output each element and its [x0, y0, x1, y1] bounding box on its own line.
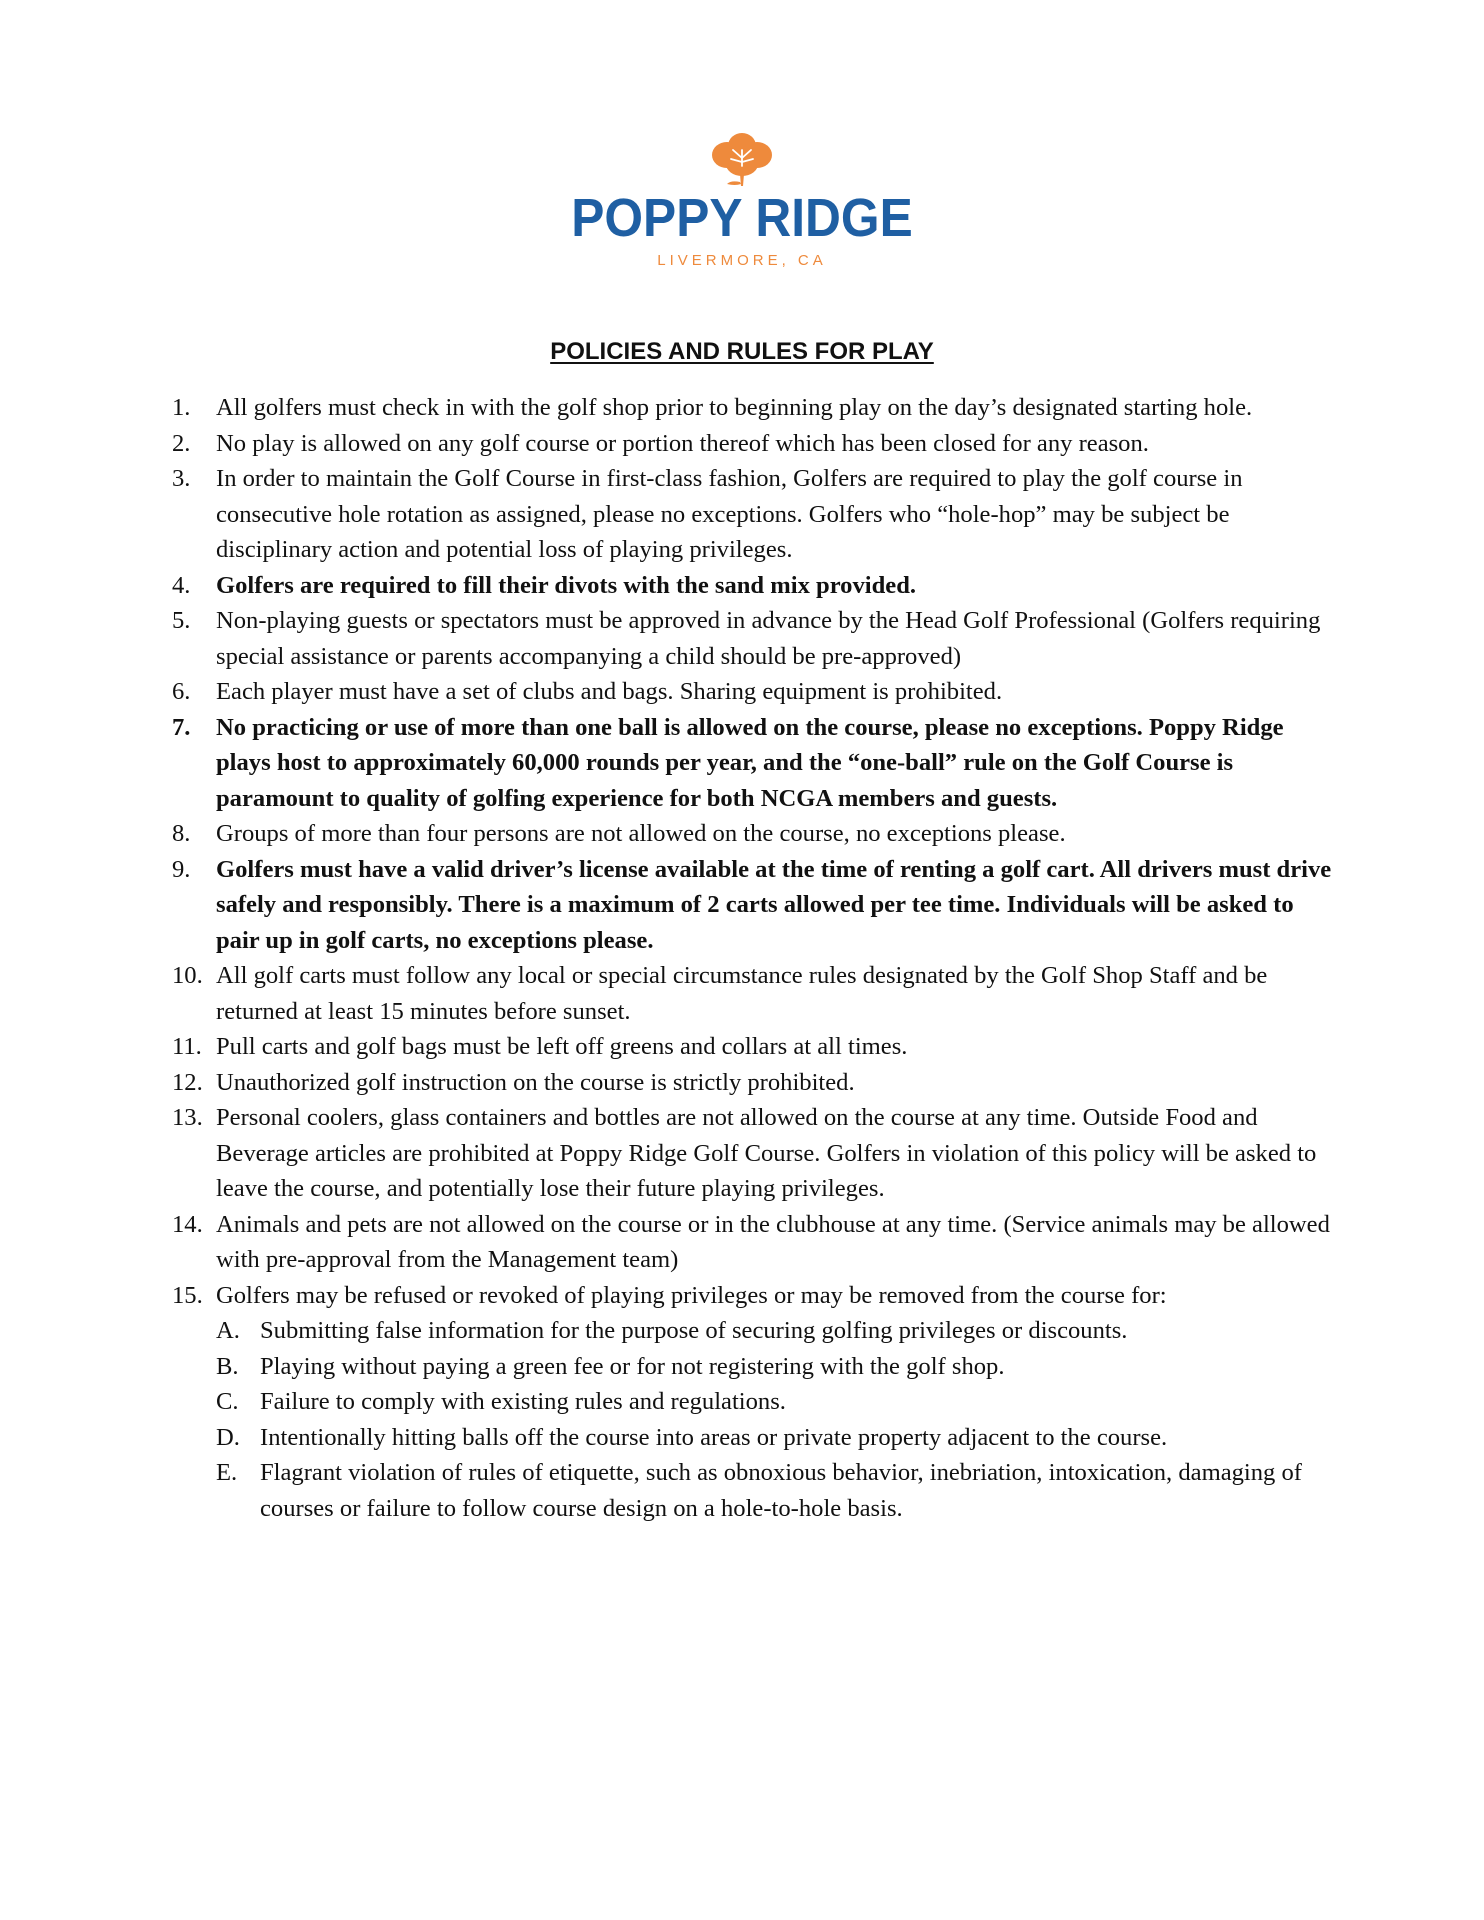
rule-text: All golf carts must follow any local or special circumstance rules designated by the Golf Shop Staff and be returned at least 15 minutes before sunset. — [216, 962, 1268, 1025]
rule-15 — [172, 1278, 1342, 1314]
rules-list — [172, 390, 1342, 1526]
rule-12 — [172, 1065, 1342, 1101]
rule-2 — [172, 426, 1342, 462]
rule-text: Each player must have a set of clubs and bags. Sharing equipment is prohibited. — [216, 678, 1003, 705]
sub-rule-letter: E. — [216, 1459, 238, 1486]
rule-number: 2. — [172, 429, 191, 457]
poppy-flower-icon — [707, 128, 777, 188]
sub-rule-text: Intentionally hitting balls off the course into areas or private property adjacent to the course. — [260, 1423, 1168, 1451]
rule-5 — [172, 603, 1342, 674]
rule-number: 14. — [172, 1210, 203, 1238]
sub-rule-letter: A. — [216, 1317, 240, 1344]
rule-number: 15. — [172, 1281, 203, 1309]
sub-rule-text: Flagrant violation of rules of etiquette, such as obnoxious behavior, inebriation, intoxication, damaging of courses or failure to follow course design on a hole-to-hole basis. — [260, 1459, 1302, 1522]
rule-number: 4. — [172, 571, 191, 599]
sub-rule-text: Submitting false information for the purpose of securing golfing privileges or discounts. — [260, 1317, 1128, 1344]
rule-14 — [172, 1207, 1342, 1278]
rule-text: Golfers are required to fill their divots with the sand mix provided. — [216, 571, 917, 599]
sub-rule-letter: D. — [216, 1423, 240, 1451]
rule-number: 11. — [172, 1033, 202, 1060]
sub-rule-b — [216, 1349, 1342, 1385]
sub-rule-c — [216, 1384, 1342, 1420]
rule-number: 7. — [172, 713, 191, 741]
rule-13 — [172, 1100, 1342, 1207]
sub-rules-list — [172, 1313, 1342, 1526]
rule-8 — [172, 816, 1342, 852]
rule-number: 12. — [172, 1068, 203, 1096]
sub-rule-text: Failure to comply with existing rules and regulations. — [260, 1388, 786, 1415]
rule-text: Non-playing guests or spectators must be approved in advance by the Head Golf Professional (Golfers requiring special assistance or parents accompanying a child should be pre-approved) — [216, 607, 1321, 670]
rule-text: Pull carts and golf bags must be left off greens and collars at all times. — [216, 1033, 908, 1060]
sub-rule-letter: B. — [216, 1352, 239, 1380]
rule-text: No play is allowed on any golf course or portion thereof which has been closed for any reason. — [216, 429, 1149, 457]
rule-10 — [172, 958, 1342, 1029]
logo-name: POPPY RIDGE — [571, 188, 913, 248]
rule-number: 9. — [172, 855, 191, 883]
rule-text: Unauthorized golf instruction on the course is strictly prohibited. — [216, 1068, 855, 1096]
rule-1 — [172, 390, 1342, 426]
sub-rule-letter: C. — [216, 1388, 239, 1415]
rule-3 — [172, 461, 1342, 568]
rule-text: Groups of more than four persons are not allowed on the course, no exceptions please. — [216, 820, 1066, 847]
sub-rule-d — [216, 1420, 1342, 1456]
rule-11 — [172, 1029, 1342, 1065]
rule-9 — [172, 852, 1342, 959]
rule-number: 8. — [172, 820, 191, 847]
rule-text: Animals and pets are not allowed on the course or in the clubhouse at any time. (Service animals may be allowed with pre-approval from the Management team) — [216, 1210, 1330, 1273]
logo-location: LIVERMORE, CA — [657, 252, 827, 269]
rule-text: Personal coolers, glass containers and bottles are not allowed on the course at any time. Outside Food and Beverage articles are prohibited at Poppy Ridge Golf Course. Golfers in violation of this policy will be asked to leave the course, and potentially lose their future playing privileges. — [216, 1104, 1317, 1202]
rule-number: 3. — [172, 465, 191, 492]
rule-text: All golfers must check in with the golf shop prior to beginning play on the day’s designated starting hole. — [216, 394, 1253, 421]
rule-6 — [172, 674, 1342, 710]
rule-7 — [172, 710, 1342, 817]
sub-rule-a — [216, 1313, 1342, 1349]
rule-4 — [172, 568, 1342, 604]
rule-number: 5. — [172, 607, 191, 634]
page-title: POLICIES AND RULES FOR PLAY — [550, 338, 934, 365]
rule-text: Golfers may be refused or revoked of playing privileges or may be removed from the course for: — [216, 1281, 1167, 1309]
rule-text: No practicing or use of more than one ball is allowed on the course, please no exceptions. Poppy Ridge plays host to approximately 60,000 rounds per year, and the “one-ball” rule on the Golf Course is paramount to quality of golfing experience for both NCGA members and guests. — [216, 713, 1284, 812]
rule-number: 6. — [172, 678, 191, 705]
sub-rule-text: Playing without paying a green fee or for not registering with the golf shop. — [260, 1352, 1005, 1380]
rule-number: 13. — [172, 1104, 203, 1131]
rule-text: Golfers must have a valid driver’s license available at the time of renting a golf cart. All drivers must drive safely and responsibly. There is a maximum of 2 carts allowed per tee time. Individuals will be asked to pair up in golf carts, no exceptions please. — [216, 855, 1332, 954]
sub-rule-e — [216, 1455, 1342, 1526]
sub-rules-container — [172, 1313, 1342, 1526]
logo — [0, 128, 1484, 269]
rule-number: 10. — [172, 962, 203, 989]
rule-number: 1. — [172, 394, 191, 421]
rule-text: In order to maintain the Golf Course in first-class fashion, Golfers are required to play the golf course in consecutive hole rotation as assigned, please no exceptions. Golfers who “hole-hop” may be subject be disciplinary action and potential loss of playing privileges. — [216, 465, 1243, 563]
